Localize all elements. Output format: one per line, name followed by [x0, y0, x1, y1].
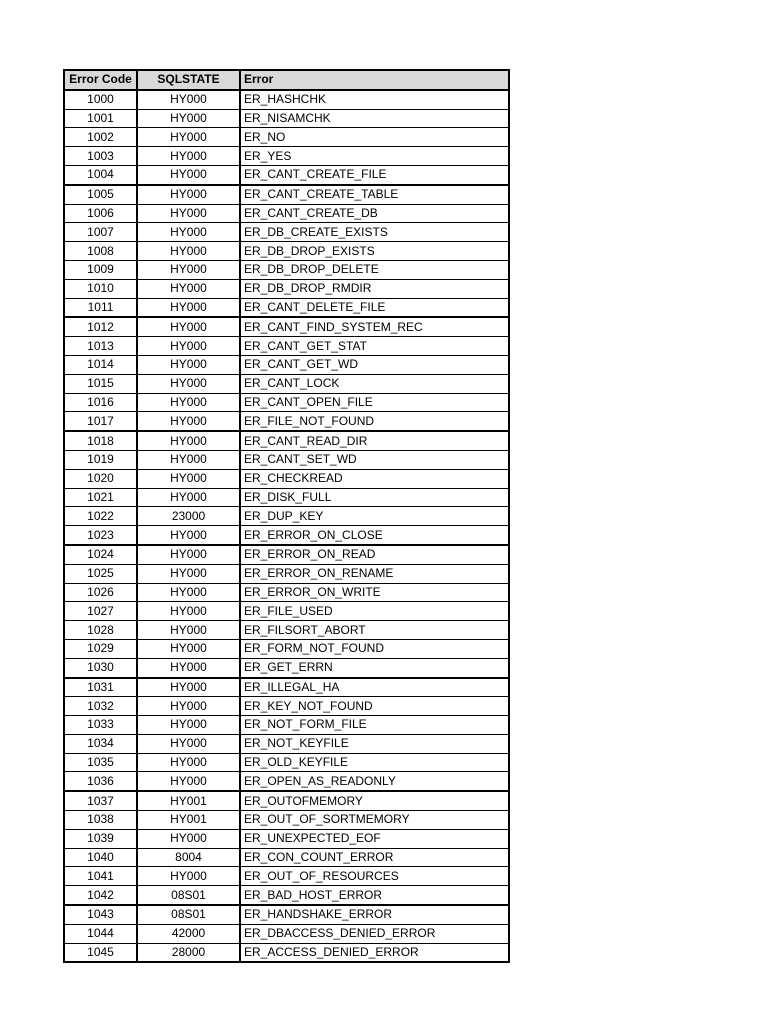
error-code-cell[interactable]: 1020: [64, 469, 137, 488]
error-code-cell[interactable]: 1038: [64, 811, 137, 830]
sqlstate-cell[interactable]: HY000: [137, 469, 240, 488]
table-row: [64, 848, 509, 867]
error-code-cell[interactable]: 1000: [64, 90, 137, 109]
error-code-sheet: [63, 69, 508, 963]
error-code-cell[interactable]: 1043: [64, 905, 137, 924]
error-code-cell[interactable]: 1002: [64, 128, 137, 147]
error-code-cell[interactable]: 1041: [64, 867, 137, 886]
error-name-cell[interactable]: ER_CANT_CREATE_FILE: [240, 165, 509, 184]
sqlstate-cell[interactable]: HY000: [137, 242, 240, 261]
sqlstate-cell[interactable]: HY000: [137, 772, 240, 791]
error-code-cell[interactable]: 1007: [64, 223, 137, 242]
error-code-cell[interactable]: 1017: [64, 412, 137, 431]
error-code-cell[interactable]: 1040: [64, 848, 137, 867]
table-row: [64, 109, 509, 128]
error-code-cell[interactable]: 1037: [64, 791, 137, 810]
error-name-cell[interactable]: ER_OLD_KEYFILE: [240, 753, 509, 772]
error-code-cell[interactable]: 1004: [64, 165, 137, 184]
table-row: [64, 867, 509, 886]
table-row: [64, 279, 509, 298]
sqlstate-cell[interactable]: HY000: [137, 488, 240, 507]
table-row: [64, 488, 509, 507]
table-row: [64, 412, 509, 431]
error-name-cell[interactable]: ER_BAD_HOST_ERROR: [240, 886, 509, 905]
sqlstate-cell[interactable]: HY000: [137, 185, 240, 204]
table-row: [64, 128, 509, 147]
table-row: [64, 469, 509, 488]
table-row: [64, 829, 509, 848]
sqlstate-cell[interactable]: HY000: [137, 412, 240, 431]
table-row: [64, 260, 509, 279]
sqlstate-cell[interactable]: HY000: [137, 204, 240, 223]
error-code-cell[interactable]: 1005: [64, 185, 137, 204]
error-name-cell[interactable]: ER_YES: [240, 147, 509, 166]
error-name-cell[interactable]: ER_OUT_OF_SORTMEMORY: [240, 811, 509, 830]
error-name-cell[interactable]: ER_CANT_OPEN_FILE: [240, 393, 509, 412]
table-row: [64, 564, 509, 583]
error-name-cell[interactable]: ER_CANT_FIND_SYSTEM_REC: [240, 317, 509, 336]
table-row: [64, 393, 509, 412]
table-row: [64, 545, 509, 564]
table-body: [64, 90, 509, 963]
sqlstate-cell[interactable]: HY000: [137, 317, 240, 336]
sqlstate-cell[interactable]: HY001: [137, 791, 240, 810]
error-code-cell[interactable]: 1021: [64, 488, 137, 507]
error-code-cell[interactable]: 1028: [64, 621, 137, 640]
error-name-cell[interactable]: ER_NOT_KEYFILE: [240, 734, 509, 753]
column-header-error-code[interactable]: Error Code: [64, 70, 137, 90]
table-row: [64, 450, 509, 469]
sqlstate-cell[interactable]: HY000: [137, 697, 240, 716]
table-row: [64, 943, 509, 962]
error-code-cell[interactable]: 1008: [64, 242, 137, 261]
error-name-cell[interactable]: ER_HANDSHAKE_ERROR: [240, 905, 509, 924]
table-row: [64, 734, 509, 753]
sqlstate-cell[interactable]: HY000: [137, 526, 240, 545]
error-code-cell[interactable]: 1026: [64, 583, 137, 602]
table-row: [64, 526, 509, 545]
sqlstate-cell[interactable]: HY000: [137, 564, 240, 583]
error-name-cell[interactable]: ER_CANT_GET_STAT: [240, 337, 509, 356]
error-name-cell[interactable]: ER_ERROR_ON_CLOSE: [240, 526, 509, 545]
error-code-cell[interactable]: 1032: [64, 697, 137, 716]
table-row: [64, 355, 509, 374]
table-row: [64, 298, 509, 317]
sqlstate-cell[interactable]: HY000: [137, 90, 240, 109]
table-row: [64, 317, 509, 336]
error-name-cell[interactable]: ER_NOT_FORM_FILE: [240, 716, 509, 735]
table-row: [64, 678, 509, 697]
error-code-cell[interactable]: 1036: [64, 772, 137, 791]
error-code-cell[interactable]: 1042: [64, 886, 137, 905]
error-name-cell[interactable]: ER_FILE_USED: [240, 602, 509, 621]
table-row: [64, 697, 509, 716]
table-row: [64, 658, 509, 677]
error-code-cell[interactable]: 1014: [64, 355, 137, 374]
table-row: [64, 753, 509, 772]
error-code-cell[interactable]: 1033: [64, 716, 137, 735]
error-name-cell[interactable]: ER_GET_ERRN: [240, 658, 509, 677]
error-name-cell[interactable]: ER_OUTOFMEMORY: [240, 791, 509, 810]
table-row: [64, 507, 509, 526]
table-row: [64, 886, 509, 905]
table-row: [64, 185, 509, 204]
sqlstate-cell[interactable]: 08S01: [137, 905, 240, 924]
error-name-cell[interactable]: ER_ERROR_ON_RENAME: [240, 564, 509, 583]
sqlstate-cell[interactable]: HY000: [137, 374, 240, 393]
sqlstate-cell[interactable]: HY000: [137, 298, 240, 317]
table-row: [64, 90, 509, 109]
error-code-cell[interactable]: 1034: [64, 734, 137, 753]
error-name-cell[interactable]: ER_DB_CREATE_EXISTS: [240, 223, 509, 242]
table-row: [64, 337, 509, 356]
table-row: [64, 772, 509, 791]
error-name-cell[interactable]: ER_NISAMCHK: [240, 109, 509, 128]
sqlstate-cell[interactable]: HY000: [137, 355, 240, 374]
column-header-error[interactable]: Error: [240, 70, 509, 90]
error-code-cell[interactable]: 1018: [64, 431, 137, 450]
error-code-cell[interactable]: 1016: [64, 393, 137, 412]
sqlstate-cell[interactable]: HY000: [137, 829, 240, 848]
error-code-cell[interactable]: 1010: [64, 279, 137, 298]
sqlstate-cell[interactable]: HY000: [137, 109, 240, 128]
table-row: [64, 716, 509, 735]
sqlstate-cell[interactable]: HY000: [137, 128, 240, 147]
error-code-cell[interactable]: 1022: [64, 507, 137, 526]
error-name-cell[interactable]: ER_ERROR_ON_WRITE: [240, 583, 509, 602]
error-code-cell[interactable]: 1006: [64, 204, 137, 223]
error-name-cell[interactable]: ER_CANT_LOCK: [240, 374, 509, 393]
table-row: [64, 583, 509, 602]
error-name-cell[interactable]: ER_UNEXPECTED_EOF: [240, 829, 509, 848]
table-row: [64, 374, 509, 393]
error-code-cell[interactable]: 1039: [64, 829, 137, 848]
error-name-cell[interactable]: ER_CANT_SET_WD: [240, 450, 509, 469]
table-row: [64, 431, 509, 450]
error-name-cell[interactable]: ER_CANT_READ_DIR: [240, 431, 509, 450]
error-code-cell[interactable]: 1024: [64, 545, 137, 564]
error-code-cell[interactable]: 1009: [64, 260, 137, 279]
table-row: [64, 165, 509, 184]
error-name-cell[interactable]: ER_CANT_CREATE_DB: [240, 204, 509, 223]
error-name-cell[interactable]: ER_CON_COUNT_ERROR: [240, 848, 509, 867]
error-code-cell[interactable]: 1013: [64, 337, 137, 356]
error-code-cell[interactable]: 1019: [64, 450, 137, 469]
error-name-cell[interactable]: ER_DBACCESS_DENIED_ERROR: [240, 924, 509, 943]
sqlstate-cell[interactable]: 23000: [137, 507, 240, 526]
error-name-cell[interactable]: ER_CANT_CREATE_TABLE: [240, 185, 509, 204]
sqlstate-cell[interactable]: HY000: [137, 658, 240, 677]
error-name-cell[interactable]: ER_DUP_KEY: [240, 507, 509, 526]
sqlstate-cell[interactable]: HY000: [137, 621, 240, 640]
error-code-cell[interactable]: 1011: [64, 298, 137, 317]
sqlstate-cell[interactable]: HY000: [137, 602, 240, 621]
error-name-cell[interactable]: ER_ILLEGAL_HA: [240, 678, 509, 697]
header-row: [64, 70, 509, 90]
sqlstate-cell[interactable]: HY000: [137, 639, 240, 658]
table-row: [64, 621, 509, 640]
error-code-cell[interactable]: 1015: [64, 374, 137, 393]
error-code-cell[interactable]: 1025: [64, 564, 137, 583]
error-code-cell[interactable]: 1001: [64, 109, 137, 128]
table-row: [64, 639, 509, 658]
error-name-cell[interactable]: ER_DB_DROP_RMDIR: [240, 279, 509, 298]
error-name-cell[interactable]: ER_HASHCHK: [240, 90, 509, 109]
table-row: [64, 223, 509, 242]
error-name-cell[interactable]: ER_DISK_FULL: [240, 488, 509, 507]
sqlstate-cell[interactable]: HY000: [137, 165, 240, 184]
sqlstate-cell[interactable]: HY000: [137, 583, 240, 602]
sqlstate-cell[interactable]: HY000: [137, 260, 240, 279]
sqlstate-cell[interactable]: 28000: [137, 943, 240, 962]
table-row: [64, 242, 509, 261]
error-name-cell[interactable]: ER_FILSORT_ABORT: [240, 621, 509, 640]
error-code-cell[interactable]: 1003: [64, 147, 137, 166]
sqlstate-cell[interactable]: HY000: [137, 279, 240, 298]
error-code-cell[interactable]: 1030: [64, 658, 137, 677]
error-name-cell[interactable]: ER_NO: [240, 128, 509, 147]
sqlstate-cell[interactable]: 8004: [137, 848, 240, 867]
error-name-cell[interactable]: ER_CHECKREAD: [240, 469, 509, 488]
error-code-cell[interactable]: 1035: [64, 753, 137, 772]
table-row: [64, 924, 509, 943]
error-name-cell[interactable]: ER_OPEN_AS_READONLY: [240, 772, 509, 791]
error-name-cell[interactable]: ER_DB_DROP_DELETE: [240, 260, 509, 279]
error-name-cell[interactable]: ER_FORM_NOT_FOUND: [240, 639, 509, 658]
sqlstate-cell[interactable]: HY000: [137, 716, 240, 735]
table-row: [64, 602, 509, 621]
table-row: [64, 811, 509, 830]
sqlstate-cell[interactable]: HY000: [137, 147, 240, 166]
table-row: [64, 204, 509, 223]
error-name-cell[interactable]: ER_CANT_GET_WD: [240, 355, 509, 374]
error-name-cell[interactable]: ER_FILE_NOT_FOUND: [240, 412, 509, 431]
error-name-cell[interactable]: ER_ERROR_ON_READ: [240, 545, 509, 564]
error-name-cell[interactable]: ER_OUT_OF_RESOURCES: [240, 867, 509, 886]
error-code-table: [63, 69, 510, 963]
error-code-cell[interactable]: 1029: [64, 639, 137, 658]
sqlstate-cell[interactable]: HY001: [137, 811, 240, 830]
error-code-cell[interactable]: 1027: [64, 602, 137, 621]
error-code-cell[interactable]: 1012: [64, 317, 137, 336]
error-code-cell[interactable]: 1023: [64, 526, 137, 545]
error-name-cell[interactable]: ER_KEY_NOT_FOUND: [240, 697, 509, 716]
sqlstate-cell[interactable]: HY000: [137, 867, 240, 886]
sqlstate-cell[interactable]: 08S01: [137, 886, 240, 905]
error-code-cell[interactable]: 1045: [64, 943, 137, 962]
table-row: [64, 147, 509, 166]
column-header-sqlstate[interactable]: SQLSTATE: [137, 70, 240, 90]
sqlstate-cell[interactable]: HY000: [137, 223, 240, 242]
error-code-cell[interactable]: 1044: [64, 924, 137, 943]
sqlstate-cell[interactable]: HY000: [137, 337, 240, 356]
sqlstate-cell[interactable]: HY000: [137, 678, 240, 697]
sqlstate-cell[interactable]: HY000: [137, 431, 240, 450]
sqlstate-cell[interactable]: HY000: [137, 450, 240, 469]
sqlstate-cell[interactable]: 42000: [137, 924, 240, 943]
error-name-cell[interactable]: ER_CANT_DELETE_FILE: [240, 298, 509, 317]
sqlstate-cell[interactable]: HY000: [137, 753, 240, 772]
error-name-cell[interactable]: ER_ACCESS_DENIED_ERROR: [240, 943, 509, 962]
table-row: [64, 791, 509, 810]
table-row: [64, 905, 509, 924]
sqlstate-cell[interactable]: HY000: [137, 734, 240, 753]
sqlstate-cell[interactable]: HY000: [137, 545, 240, 564]
error-code-cell[interactable]: 1031: [64, 678, 137, 697]
sqlstate-cell[interactable]: HY000: [137, 393, 240, 412]
error-name-cell[interactable]: ER_DB_DROP_EXISTS: [240, 242, 509, 261]
